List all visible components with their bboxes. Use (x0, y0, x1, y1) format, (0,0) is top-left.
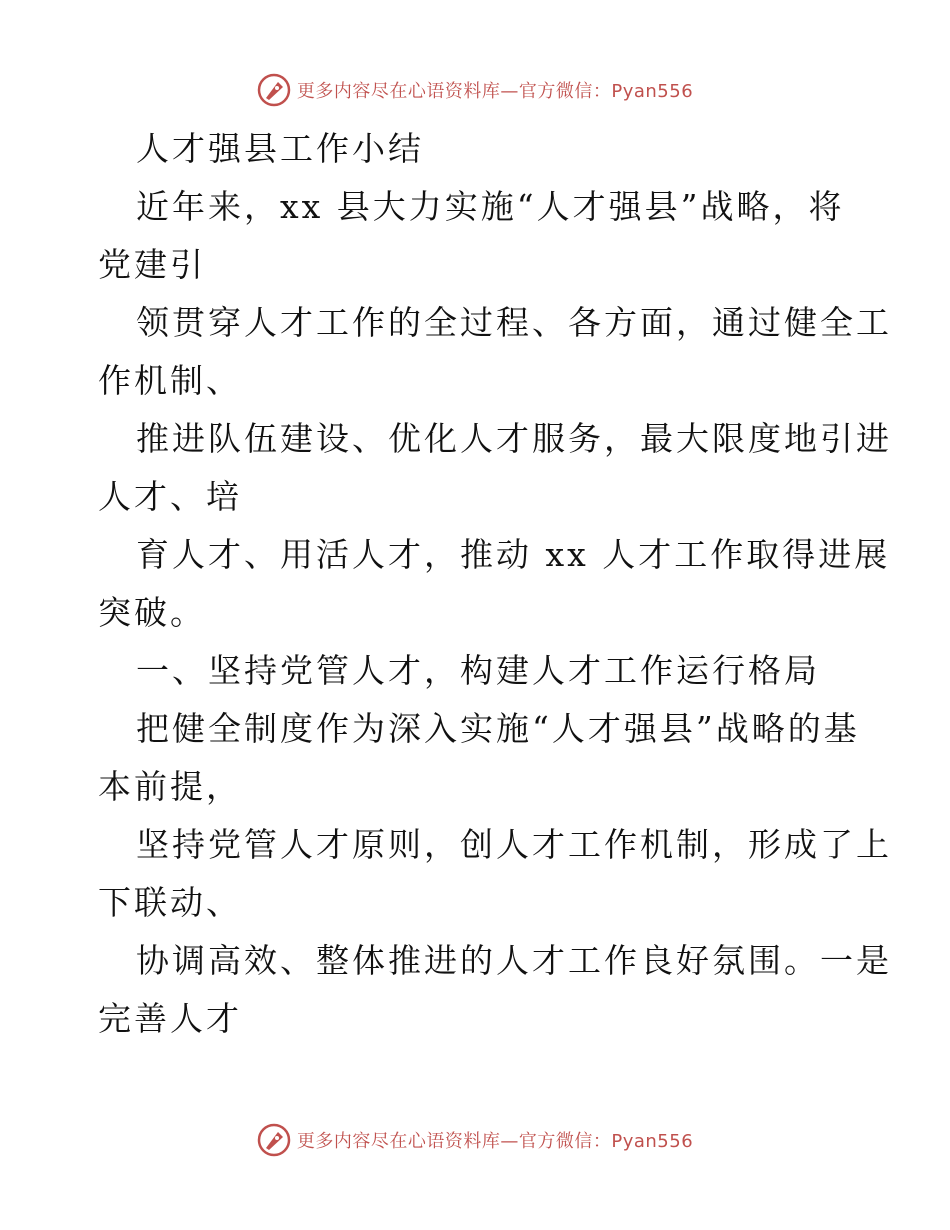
pen-nib-logo-icon (257, 1123, 291, 1157)
paragraph: 把健全制度作为深入实施“人才强县”战略的基 本前提， (98, 709, 860, 806)
paragraph: 协调高效、整体推进的人才工作良好氛围。一是 完善人才 (98, 941, 892, 1038)
header-banner (0, 70, 950, 110)
banner-text: 更多内容尽在心语资料库—官方微信：Pyan556 (296, 81, 694, 102)
paragraph: 坚持党管人才原则，创人才工作机制，形成了上 下联动、 (98, 825, 892, 922)
paragraph: 近年来，xx 县大力实施“人才强县”战略，将 党建引 (98, 187, 845, 284)
paragraph: 推进队伍建设、优化人才服务，最大限度地引进 人才、培 (98, 419, 892, 516)
paragraph: 领贯穿人才工作的全过程、各方面，通过健全工 作机制、 (98, 303, 892, 400)
paragraph: 育人才、用活人才，推动 xx 人才工作取得进展 突破。 (98, 535, 891, 632)
document-body (98, 120, 892, 1048)
banner-text: 更多内容尽在心语资料库—官方微信：Pyan556 (296, 1131, 694, 1152)
footer-banner (0, 1120, 950, 1160)
pen-nib-logo-icon (257, 73, 291, 107)
document-title: 人才强县工作小结 (136, 129, 424, 168)
section-heading: 一、坚持党管人才，构建人才工作运行格局 (136, 651, 820, 690)
